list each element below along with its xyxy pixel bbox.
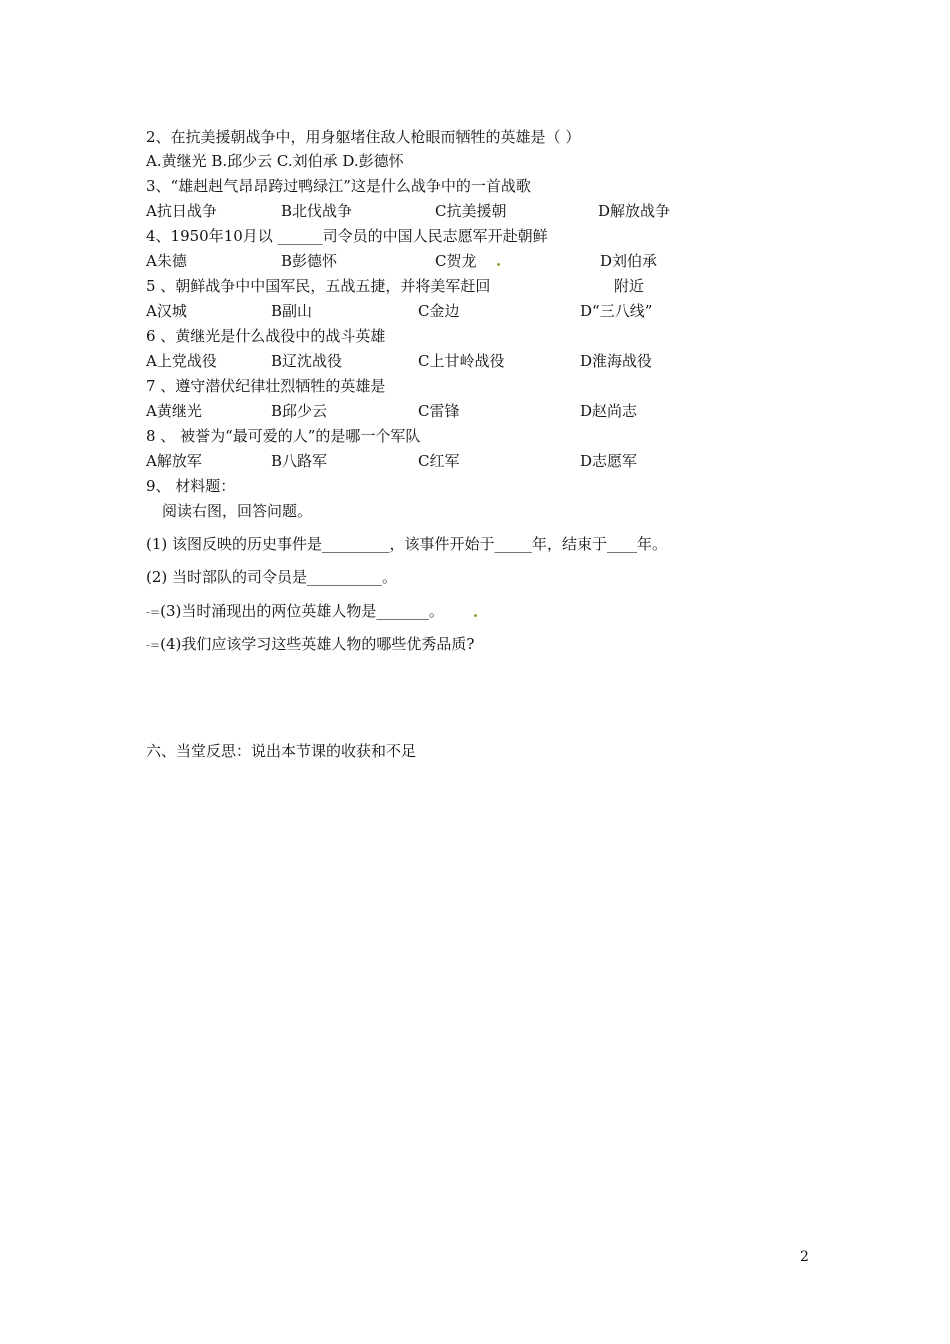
question-9-stem: 9、 材料题： xyxy=(146,477,236,495)
question-3-stem: 3、“雄赳赳气昂昂跨过鸭绿江”这是什么战争中的一首战歌 xyxy=(146,177,531,195)
question-4-option-d: D刘伯承 xyxy=(600,252,658,270)
question-9-intro: 阅读右图，回答问题。 xyxy=(162,502,313,520)
page-number: 2 xyxy=(800,1249,809,1265)
question-8-option-d: D志愿军 xyxy=(580,452,638,470)
question-9-sub-4-prefix: -= xyxy=(146,638,161,652)
section-6-title: 六、当堂反思：说出本节课的收获和不足 xyxy=(146,742,417,760)
question-9-sub-3: (3)当时涌现出的两位英雄人物是_______。 xyxy=(160,602,444,620)
question-4-option-c: C贺龙 xyxy=(435,252,477,270)
question-9-sub-3-prefix: -= xyxy=(146,605,161,619)
question-6-stem: 6 、黄继光是什么战役中的战斗英雄 xyxy=(146,327,386,345)
question-9-sub-4: (4)我们应该学习这些英雄人物的哪些优秀品质? xyxy=(160,635,475,653)
question-7-option-d: D赵尚志 xyxy=(580,402,638,420)
question-5-option-d: D“三八线” xyxy=(580,302,653,320)
question-6-option-c: C上甘岭战役 xyxy=(418,352,505,370)
question-2-stem: 2、在抗美援朝战争中，用身躯堵住敌人枪眼而牺牲的英雄是（ ） xyxy=(146,128,581,146)
question-9-sub-3-line xyxy=(146,601,444,622)
stray-dot-mark xyxy=(474,614,477,617)
question-3-option-d: D解放战争 xyxy=(598,202,671,220)
question-6-option-a: A上党战役 xyxy=(146,352,217,370)
stray-dot-mark xyxy=(497,263,500,266)
question-5-option-a: A汉城 xyxy=(146,302,187,320)
question-6-option-b: B辽沈战役 xyxy=(271,352,343,370)
question-7-stem: 7 、遵守潜伏纪律壮烈牺牲的英雄是 xyxy=(146,377,386,395)
question-3-option-c: C抗美援朝 xyxy=(435,202,507,220)
question-4-option-b: B彭德怀 xyxy=(281,252,338,270)
question-9-sub-4-line xyxy=(146,634,474,655)
question-8-option-b: B八路军 xyxy=(271,452,328,470)
question-8-option-c: C红军 xyxy=(418,452,460,470)
question-4-option-a: A朱德 xyxy=(146,252,187,270)
question-2-options: A.黄继光 B.邱少云 C.刘伯承 D.彭德怀 xyxy=(146,152,404,170)
question-4-stem: 4、1950年10月以 ______司令员的中国人民志愿军开赴朝鲜 xyxy=(146,227,548,245)
question-8-option-a: A解放军 xyxy=(146,452,202,470)
question-7-option-a: A黄继光 xyxy=(146,402,202,420)
question-5-stem-tail: 附近 xyxy=(614,277,645,295)
question-5-option-b: B副山 xyxy=(271,302,313,320)
question-9-sub-1: (1) 该图反映的历史事件是_________，该事件开始于_____年，结束于____年。 xyxy=(146,535,668,553)
question-5-option-c: C金边 xyxy=(418,302,460,320)
question-9-sub-2: (2) 当时部队的司令员是__________。 xyxy=(146,568,398,586)
question-7-option-c: C雷锋 xyxy=(418,402,460,420)
question-6-option-d: D淮海战役 xyxy=(580,352,653,370)
question-5-stem: 5 、朝鲜战争中中国军民，五战五捷，并将美军赶回 xyxy=(146,277,491,295)
question-7-option-b: B邱少云 xyxy=(271,402,328,420)
question-3-option-b: B北伐战争 xyxy=(281,202,353,220)
question-8-stem: 8 、 被誉为“最可爱的人”的是哪一个军队 xyxy=(146,427,421,445)
question-3-option-a: A抗日战争 xyxy=(146,202,217,220)
